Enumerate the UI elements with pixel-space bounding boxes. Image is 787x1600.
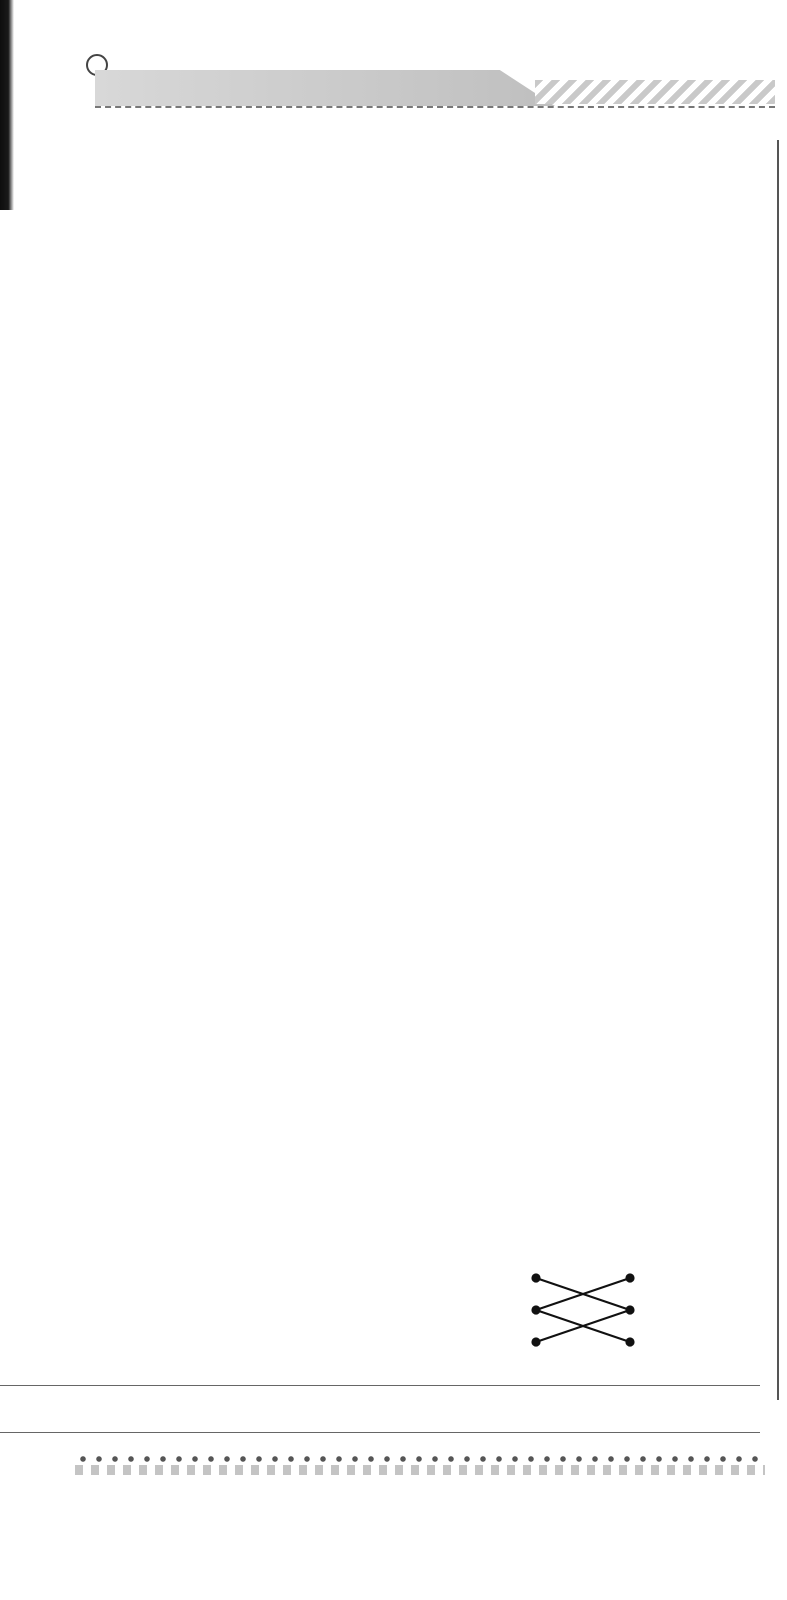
footer-rule-top	[0, 1385, 760, 1386]
answer-line	[80, 962, 728, 1011]
answer-line	[80, 864, 728, 913]
answer-line	[80, 1159, 728, 1208]
lesson-2-heading	[0, 1046, 787, 1072]
answer-line	[80, 1110, 728, 1159]
answer-line	[80, 521, 728, 570]
answer-line	[80, 1208, 728, 1257]
page-header	[95, 70, 775, 108]
lesson-1-answers	[80, 472, 728, 1011]
unit-heading	[0, 300, 787, 344]
match-dot	[627, 1275, 634, 1282]
match-dot	[533, 1339, 540, 1346]
answer-line	[80, 815, 728, 864]
answer-line	[80, 472, 728, 521]
header-background	[95, 70, 555, 106]
match-dot	[533, 1307, 540, 1314]
footer-dash-border	[75, 1465, 765, 1475]
match-dot	[627, 1307, 634, 1314]
answer-line	[80, 570, 728, 619]
lesson-1-heading	[0, 408, 787, 434]
answer-line	[80, 668, 728, 717]
match-dot	[533, 1275, 540, 1282]
answer-line	[80, 717, 728, 766]
scan-edge-shadow	[0, 0, 14, 210]
footer-rule-bottom	[0, 1432, 760, 1433]
answer-line	[80, 619, 728, 668]
header-stripes	[535, 80, 775, 104]
match-dot	[627, 1339, 634, 1346]
matching-lines-diagram	[528, 1268, 638, 1352]
footer-dot-border	[75, 1452, 765, 1466]
answer-line	[80, 913, 728, 962]
answer-line	[80, 766, 728, 815]
